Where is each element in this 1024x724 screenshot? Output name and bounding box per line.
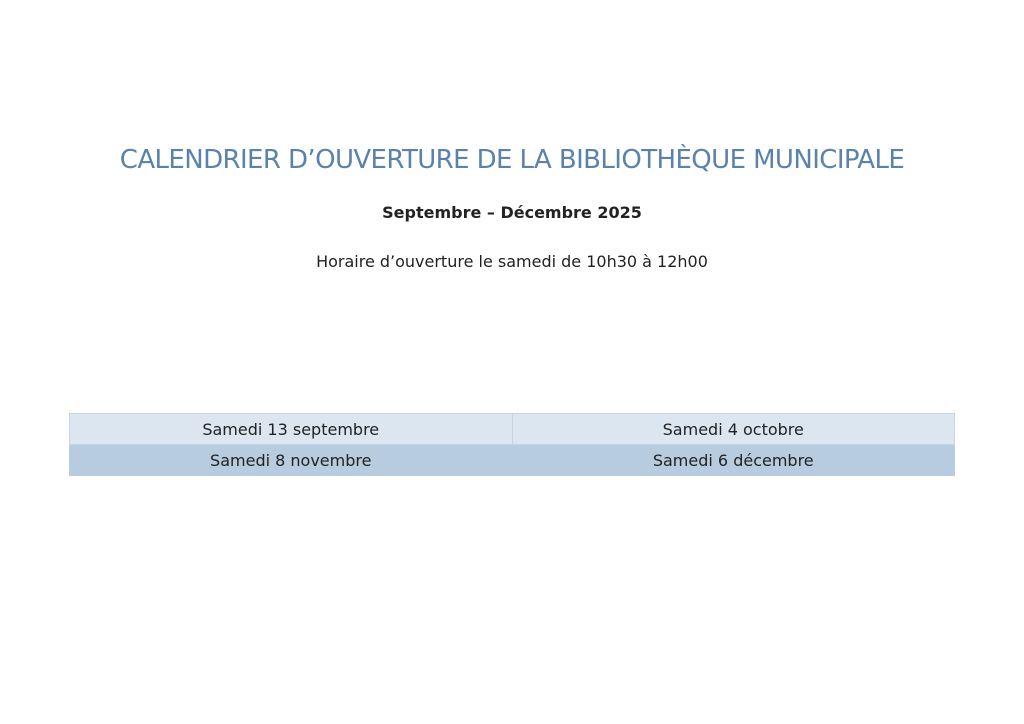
date-cell: Samedi 13 septembre: [70, 414, 513, 445]
page-title: CALENDRIER D’OUVERTURE DE LA BIBLIOTHÈQUE MUNICIPALE: [119, 145, 905, 175]
opening-hours: Horaire d’ouverture le samedi de 10h30 à 12h00: [316, 252, 708, 271]
opening-dates-table: [69, 413, 955, 476]
date-cell: Samedi 8 novembre: [70, 445, 513, 476]
table-row: [70, 445, 955, 476]
period-subtitle: Septembre – Décembre 2025: [382, 203, 642, 222]
date-cell: Samedi 4 octobre: [512, 414, 955, 445]
date-cell: Samedi 6 décembre: [512, 445, 955, 476]
table-row: [70, 414, 955, 445]
